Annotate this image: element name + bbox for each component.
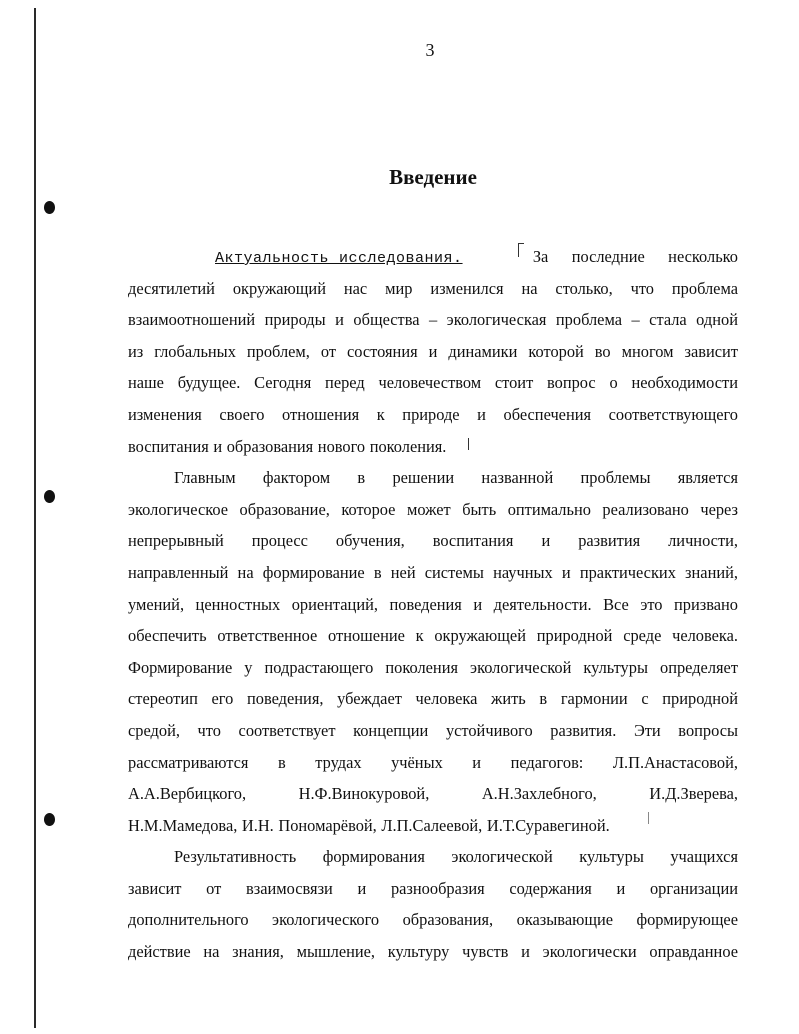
- paragraph-line: экологическое образование, которое может быть оптимально реализовано через: [128, 499, 738, 519]
- paragraph-heading: Актуальность исследования.: [215, 250, 463, 267]
- paragraph-line: направленный на формирование в ней системы научных и практических знаний,: [128, 562, 738, 582]
- binding-hole-mark: [44, 813, 55, 826]
- paragraph-line: Формирование у подрастающего поколения экологической культуры определяет: [128, 657, 738, 677]
- paragraph-line: непрерывный процесс обучения, воспитания и развития личности,: [128, 531, 738, 551]
- scan-mark: [518, 243, 519, 257]
- paragraph-line: изменения своего отношения к природе и обеспечения соответствующего: [128, 404, 738, 424]
- binding-hole-mark: [44, 201, 55, 214]
- paragraph-line: десятилетий окружающий нас мир изменился на столько, что проблема: [128, 278, 738, 298]
- paragraph-line: обеспечить ответственное отношение к окружающей природной среде человека.: [128, 626, 738, 646]
- paragraph-line: из глобальных проблем, от состояния и динамики которой во многом зависит: [128, 341, 738, 361]
- page-binding-edge: [34, 8, 36, 1028]
- paragraph-line: воспитания и образования нового поколения.: [128, 436, 447, 456]
- binding-hole-mark: [44, 490, 55, 503]
- page-number: 3: [425, 40, 435, 60]
- paragraph-line: дополнительного экологического образования, оказывающие формирующее: [128, 910, 738, 930]
- scan-mark: [648, 812, 649, 824]
- paragraph-line: взаимоотношений природы и общества – экологическая проблема – стала одной: [128, 310, 738, 330]
- paragraph-line: зависит от взаимосвязи и разнообразия содержания и организации: [128, 878, 738, 898]
- paragraph-line: Н.М.Мамедова, И.Н. Пономарёвой, Л.П.Салеевой, И.Т.Суравегиной.: [128, 815, 610, 835]
- scan-mark: [468, 438, 469, 450]
- paragraph-line: А.А.Вербицкого, Н.Ф.Винокуровой, А.Н.Захлебного, И.Д.Зверева,: [128, 784, 738, 804]
- scan-mark: [518, 243, 524, 244]
- paragraph-line: Актуальность исследования. За последние несколько: [215, 247, 739, 267]
- paragraph-line: рассматриваются в трудах учёных и педагогов: Л.П.Анастасовой,: [128, 752, 738, 772]
- document-body: [128, 241, 738, 968]
- section-title: Введение: [389, 165, 477, 189]
- paragraph-line: умений, ценностных ориентаций, поведения и деятельности. Все это призвано: [128, 594, 738, 614]
- paragraph-line: средой, что соответствует концепции устойчивого развития. Эти вопросы: [128, 720, 738, 740]
- paragraph-line: стереотип его поведения, убеждает человека жить в гармонии с природной: [128, 689, 738, 709]
- paragraph-line: Результативность формирования экологической культуры учащихся: [174, 847, 738, 867]
- paragraph-line: Главным фактором в решении названной проблемы является: [174, 468, 738, 488]
- paragraph-line: наше будущее. Сегодня перед человечеством стоит вопрос о необходимости: [128, 373, 738, 393]
- paragraph-line: действие на знания, мышление, культуру чувств и экологически оправданное: [128, 942, 738, 962]
